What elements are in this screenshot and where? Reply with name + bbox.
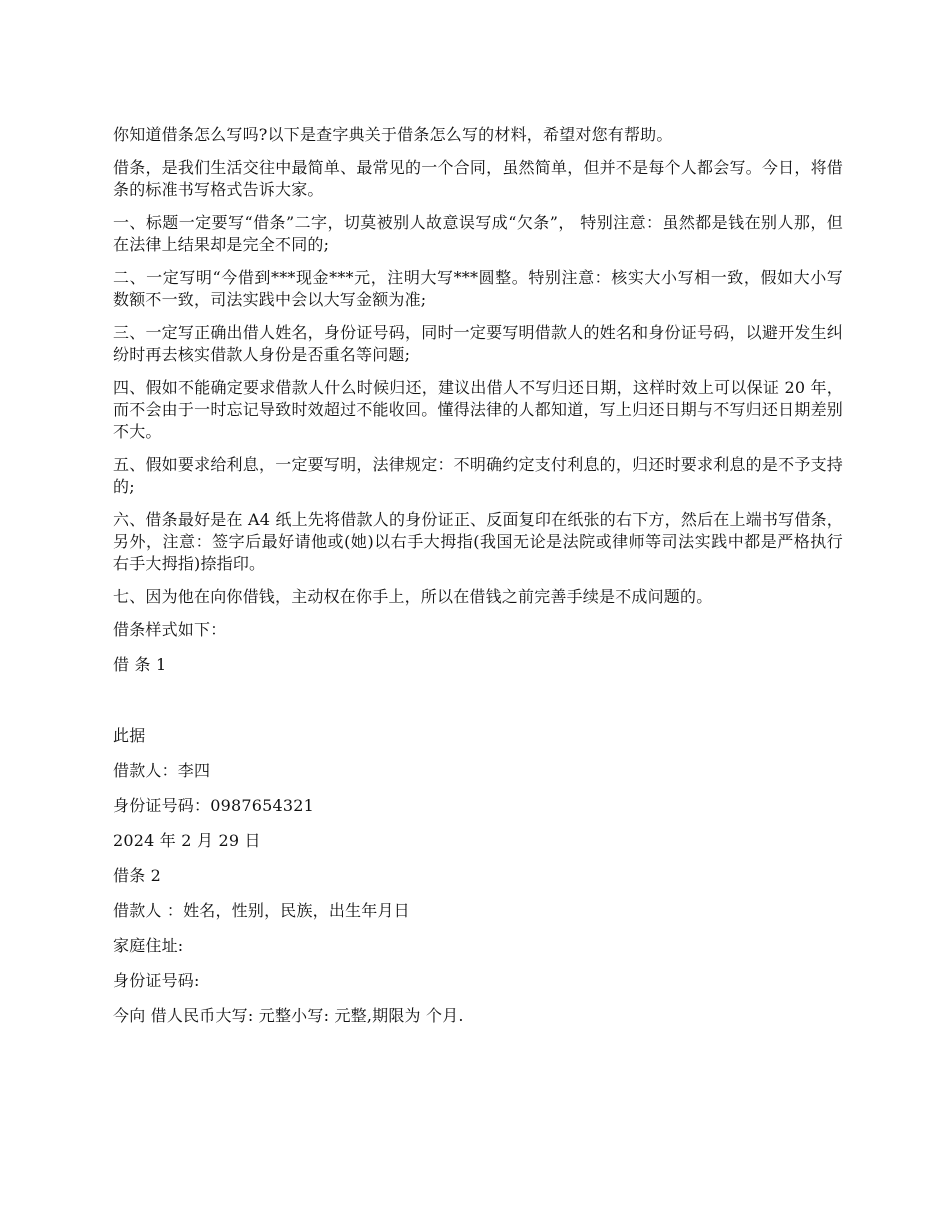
paragraph-rule-1: 一、标题一定要写“借条”二字，切莫被别人故意误写成“欠条”， 特别注意：虽然都是钱在别人那，但在法律上结果却是完全不同的; [113, 213, 843, 254]
sample-1-date: 2024 年 2 月 29 日 [113, 831, 261, 850]
paragraph-overview: 借条，是我们生活交往中最简单、最常见的一个合同，虽然简单，但并不是每个人都会写。今日，将借条的标准书写格式告诉大家。 [113, 158, 843, 199]
paragraph-rule-5: 五、假如要求给利息，一定要写明，法律规定：不明确约定支付利息的，归还时要求利息的是不予支持的; [113, 455, 843, 496]
sample-2-borrower: 借款人 ：姓名，性别，民族，出生年月日 [113, 901, 410, 920]
sample-1-borrower: 借款人：李四 [113, 761, 211, 780]
paragraph-rule-7: 七、因为他在向你借钱，主动权在你手上，所以在借钱之前完善手续是不成问题的。 [113, 587, 713, 606]
paragraph-intro: 你知道借条怎么写吗?以下是查字典关于借条怎么写的材料，希望对您有帮助。 [113, 125, 673, 144]
sample-2-address: 家庭住址: [113, 936, 184, 955]
sample-2-id-number: 身份证号码: [113, 971, 200, 990]
paragraph-rule-2: 二、一定写明“今借到***现金***元，注明大写***圆整。特别注意：核实大小写相一致，假如大小写数额不一致，司法实践中会以大写金额为准; [113, 268, 843, 309]
paragraph-sample-heading: 借条样式如下： [113, 620, 227, 639]
paragraph-rule-4: 四、假如不能确定要求借款人什么时候归还，建议出借人不写归还日期，这样时效上可以保证 20 年，而不会由于一时忘记导致时效超过不能收回。懂得法律的人都知道，写上归还日期与不写归还日期差别不大。 [113, 378, 843, 441]
paragraph-rule-6: 六、借条最好是在 A4 纸上先将借款人的身份证正、反面复印在纸张的右下方，然后在上端书写借条，另外，注意：签字后最好请他或(她)以右手大拇指(我国无论是法院或律师等司法实践中都是严格执行右手大拇指)捺指印。 [113, 510, 843, 573]
paragraph-rule-3: 三、一定写正确出借人姓名，身份证号码，同时一定要写明借款人的姓名和身份证号码，以避开发生纠纷时再去核实借款人身份是否重名等问题; [113, 323, 843, 364]
sample-2-loan-statement: 今向 借人民币大写: 元整小写: 元整,期限为 个月. [113, 1006, 464, 1025]
sample-1-id-number: 身份证号码：0987654321 [113, 796, 314, 815]
sample-1-title: 借 条 1 [113, 655, 167, 674]
document-page [113, 124, 843, 1040]
sample-1-closing: 此据 [113, 726, 146, 745]
sample-2-title: 借条 2 [113, 866, 162, 885]
